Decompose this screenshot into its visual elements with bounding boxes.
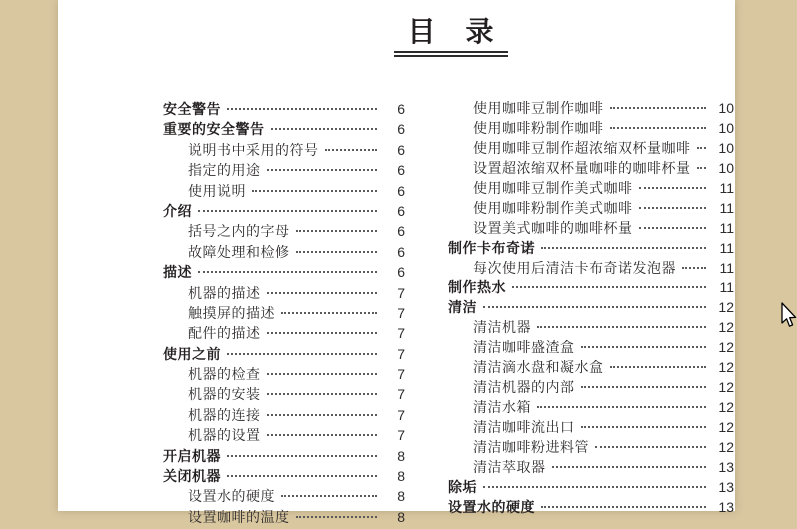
toc-entry-page: 11 — [719, 259, 734, 276]
toc-entry-page: 6 — [397, 141, 405, 158]
dotted-leader — [537, 406, 706, 408]
toc-entry-page: 13 — [718, 498, 734, 515]
dotted-leader — [296, 251, 378, 253]
toc-entry-page: 12 — [718, 438, 734, 455]
toc-row — [163, 262, 405, 282]
toc-row — [163, 323, 405, 343]
toc-row — [448, 298, 734, 318]
dotted-leader — [682, 267, 706, 269]
toc-entry-label: 描述 — [163, 264, 192, 281]
toc-entry-label: 关闭机器 — [163, 468, 221, 485]
toc-entry-label: 设置美式咖啡的咖啡杯量 — [473, 221, 633, 237]
toc-entry-label: 清洁机器的内部 — [473, 381, 575, 397]
toc-row — [448, 338, 734, 358]
dotted-leader — [697, 167, 707, 169]
toc-row — [163, 425, 405, 445]
toc-row — [448, 458, 734, 478]
toc-entry-page: 7 — [397, 304, 405, 321]
toc-entry-page: 7 — [397, 386, 405, 403]
toc-row — [448, 438, 734, 458]
toc-entry-page: 11 — [719, 239, 734, 256]
toc-entry-page: 6 — [397, 202, 405, 219]
mouse-cursor-icon — [779, 302, 797, 330]
toc-entry-label: 说明书中采用的符号 — [188, 143, 319, 159]
toc-row — [448, 159, 734, 179]
dotted-leader — [296, 230, 378, 232]
toc-entry-label: 制作热水 — [448, 279, 506, 296]
toc-entry-label: 括号之内的字母 — [188, 225, 290, 241]
toc-entry-label: 开启机器 — [163, 447, 221, 464]
toc-entry-page: 7 — [397, 345, 405, 362]
dotted-leader — [252, 190, 377, 192]
toc-entry-label: 使用咖啡豆制作超浓缩双杯量咖啡 — [473, 141, 691, 157]
toc-row — [163, 303, 405, 323]
dotted-leader — [697, 147, 707, 149]
toc-entry-page: 12 — [718, 419, 734, 435]
toc-entry-page: 12 — [718, 319, 734, 336]
toc-entry-page: 12 — [718, 299, 734, 316]
dotted-leader — [227, 108, 377, 110]
toc-row — [448, 99, 734, 119]
toc-entry-label: 使用咖啡豆制作美式咖啡 — [473, 181, 633, 197]
dotted-leader — [267, 373, 378, 375]
toc-row — [163, 283, 405, 303]
toc-row — [448, 119, 734, 139]
toc-entry-page: 10 — [718, 100, 734, 116]
dotted-leader — [581, 346, 707, 348]
toc-row — [448, 199, 734, 219]
toc-entry-label: 重要的安全警告 — [163, 121, 265, 138]
toc-entry-label: 介绍 — [163, 202, 192, 219]
toc-row — [448, 398, 734, 418]
page-title-block — [394, 16, 508, 57]
dotted-leader — [610, 127, 707, 129]
toc-entry-label: 清洁 — [448, 299, 477, 316]
toc-row — [448, 478, 734, 498]
toc-entry-label: 设置超浓缩双杯量咖啡的咖啡杯量 — [473, 161, 691, 177]
dotted-leader — [483, 486, 706, 488]
toc-row — [448, 259, 734, 279]
dotted-leader — [271, 128, 378, 130]
toc-entry-page: 13 — [718, 458, 734, 475]
toc-entry-label: 配件的描述 — [188, 327, 261, 343]
dotted-leader — [581, 386, 707, 388]
toc-entry-page: 11 — [719, 279, 734, 296]
toc-row — [163, 446, 405, 466]
toc-entry-page: 12 — [718, 399, 734, 416]
dotted-leader — [198, 210, 377, 212]
toc-entry-page: 6 — [397, 223, 405, 240]
toc-entry-label: 每次使用后清洁卡布奇诺发泡器 — [473, 261, 676, 277]
toc-entry-label: 机器的连接 — [188, 408, 261, 424]
toc-entry-page: 12 — [718, 379, 734, 396]
toc-entry-page: 10 — [718, 139, 734, 156]
toc-row — [448, 219, 734, 239]
toc-entry-label: 使用咖啡豆制作咖啡 — [473, 102, 604, 117]
toc-row — [163, 160, 405, 180]
dotted-leader — [267, 332, 378, 334]
toc-entry-page: 10 — [718, 119, 734, 136]
toc-row — [448, 378, 734, 398]
toc-entry-label: 清洁水箱 — [473, 401, 531, 417]
toc-entry-page: 6 — [397, 162, 405, 179]
toc-entry-label: 机器的检查 — [188, 368, 261, 384]
toc-row — [163, 364, 405, 384]
page-title: 目 录 — [407, 16, 495, 47]
toc-entry-page: 11 — [719, 219, 734, 236]
toc-entry-page: 6 — [397, 243, 405, 260]
toc-row — [448, 418, 734, 438]
toc-entry-page: 12 — [718, 339, 734, 356]
toc-row — [448, 358, 734, 378]
toc-entry-page: 8 — [397, 508, 405, 525]
toc-row — [448, 179, 734, 199]
toc-row — [448, 318, 734, 338]
toc-entry-page: 7 — [397, 427, 405, 444]
toc-entry-label: 清洁咖啡粉进料管 — [473, 440, 589, 456]
toc-entry-label: 清洁萃取器 — [473, 460, 546, 476]
dotted-leader — [639, 207, 707, 209]
toc-row — [448, 498, 734, 518]
toc-entry-label: 使用咖啡粉制作咖啡 — [473, 121, 604, 137]
dotted-leader — [296, 516, 378, 518]
dotted-leader — [267, 169, 378, 171]
dotted-leader — [595, 446, 706, 448]
toc-entry-page: 6 — [397, 182, 405, 199]
toc-entry-page: 6 — [397, 121, 405, 138]
dotted-leader — [267, 434, 378, 436]
toc-row — [448, 278, 734, 298]
toc-entry-label: 触摸屏的描述 — [188, 306, 275, 322]
toc-row — [448, 239, 734, 259]
toc-entry-label: 设置水的硬度 — [448, 498, 535, 515]
dotted-leader — [325, 149, 378, 151]
dotted-leader — [639, 187, 707, 189]
toc-entry-label: 清洁咖啡盛渣盒 — [473, 341, 575, 357]
toc-row — [163, 201, 405, 221]
toc-right-column — [448, 99, 734, 518]
toc-entry-label: 安全警告 — [163, 101, 221, 117]
title-underline — [394, 51, 508, 57]
toc-entry-page: 13 — [718, 478, 734, 495]
toc-row — [163, 242, 405, 262]
dotted-leader — [541, 247, 706, 249]
dotted-leader — [267, 292, 378, 294]
dotted-leader — [267, 393, 378, 395]
toc-entry-label: 除垢 — [448, 478, 477, 495]
toc-row — [163, 140, 405, 160]
toc-entry-page: 7 — [397, 406, 405, 423]
toc-entry-label: 机器的安装 — [188, 388, 261, 404]
toc-row — [163, 507, 405, 527]
dotted-leader — [610, 366, 707, 368]
dotted-leader — [198, 271, 377, 273]
toc-entry-page: 12 — [718, 359, 734, 376]
toc-entry-page: 7 — [397, 325, 405, 342]
toc-row — [163, 221, 405, 241]
toc-entry-label: 使用说明 — [188, 184, 246, 200]
toc-entry-label: 使用咖啡粉制作美式咖啡 — [473, 201, 633, 217]
dotted-leader — [483, 306, 706, 308]
toc-left-column — [163, 99, 405, 527]
dotted-leader — [639, 227, 707, 229]
toc-entry-label: 设置水的硬度 — [188, 490, 275, 506]
toc-row — [163, 344, 405, 364]
dotted-leader — [541, 506, 706, 508]
dotted-leader — [227, 353, 377, 355]
toc-entry-page: 11 — [719, 199, 734, 216]
toc-entry-label: 使用之前 — [163, 345, 221, 362]
toc-row — [163, 405, 405, 425]
toc-entry-page: 8 — [397, 447, 405, 464]
toc-row — [163, 99, 405, 119]
toc-entry-page: 10 — [718, 159, 734, 176]
toc-entry-label: 指定的用途 — [188, 164, 261, 180]
document-page — [58, 0, 735, 526]
toc-entry-label: 清洁滴水盘和凝水盒 — [473, 361, 604, 377]
dotted-leader — [267, 414, 378, 416]
toc-entry-label: 清洁咖啡流出口 — [473, 421, 575, 436]
toc-entry-label: 制作卡布奇诺 — [448, 239, 535, 256]
toc-entry-page: 7 — [397, 366, 405, 383]
toc-entry-label: 设置咖啡的温度 — [188, 510, 290, 526]
toc-entry-page: 6 — [397, 101, 405, 117]
dotted-leader — [610, 107, 707, 109]
toc-entry-label: 机器的描述 — [188, 286, 261, 302]
dotted-leader — [552, 466, 707, 468]
dotted-leader — [227, 475, 377, 477]
toc-row — [163, 119, 405, 139]
toc-row — [163, 384, 405, 404]
toc-entry-label: 机器的设置 — [188, 429, 261, 445]
dotted-leader — [281, 312, 377, 314]
toc-row — [163, 466, 405, 486]
toc-entry-page: 11 — [719, 179, 734, 196]
toc-row — [448, 139, 734, 159]
dotted-leader — [512, 286, 706, 288]
toc-entry-label: 清洁机器 — [473, 321, 531, 337]
toc-entry-page: 8 — [397, 468, 405, 485]
dotted-leader — [537, 326, 706, 328]
toc-row — [163, 486, 405, 506]
toc-entry-page: 8 — [397, 488, 405, 505]
dotted-leader — [227, 455, 377, 457]
toc-entry-page: 7 — [397, 284, 405, 301]
dotted-leader — [281, 495, 377, 497]
toc-row — [163, 181, 405, 201]
toc-entry-page: 6 — [397, 264, 405, 281]
dotted-leader — [581, 426, 707, 428]
toc-entry-label: 故障处理和检修 — [188, 245, 290, 261]
